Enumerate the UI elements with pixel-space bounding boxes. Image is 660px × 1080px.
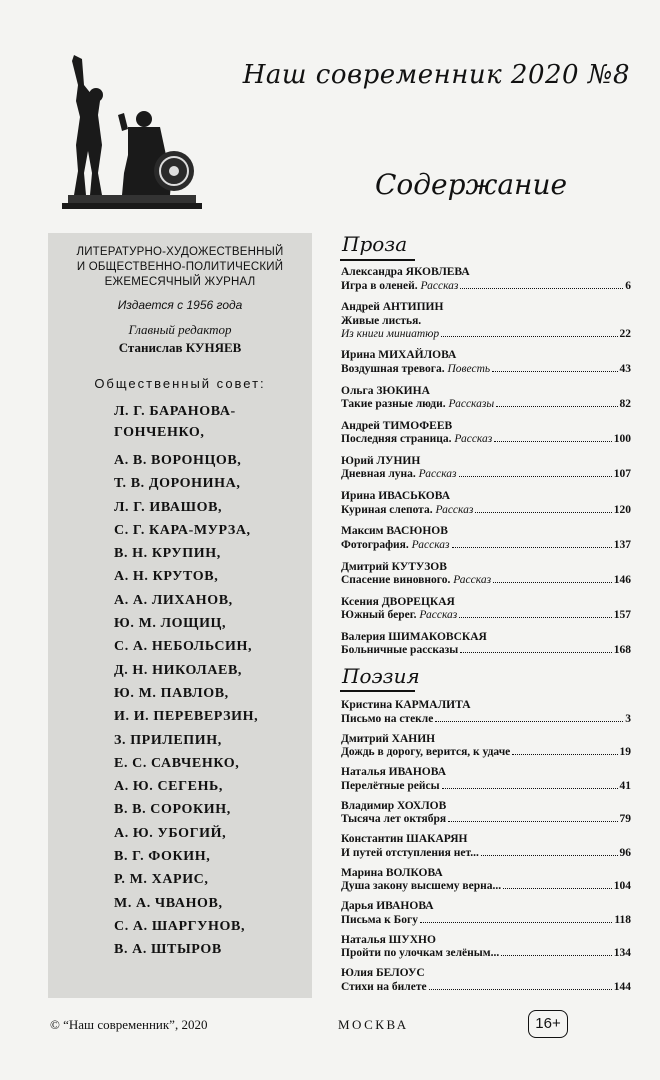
toc-entry: [341, 733, 631, 767]
toc-dot-leader: [442, 788, 618, 789]
masthead-panel: [48, 233, 312, 998]
toc-page-number: 6: [625, 279, 631, 292]
prose-heading: Проза: [342, 232, 408, 256]
toc-dot-leader: [448, 821, 617, 822]
toc-title-group: [341, 574, 491, 588]
toc-entry: [341, 561, 631, 596]
toc-title-group: [341, 468, 457, 482]
council-member: С. Г. КАРА-МУРЗА,: [114, 522, 251, 538]
toc-title: Больничные рассказы: [341, 644, 459, 657]
council-member: М. А. ЧВАНОВ,: [114, 895, 223, 911]
toc-title: Южный берег.: [341, 609, 417, 622]
toc-page-number: 168: [613, 644, 631, 657]
toc-author: Дарья ИВАНОВА: [341, 900, 434, 912]
toc-entry: [341, 699, 631, 733]
toc-title-group: [341, 947, 499, 961]
toc-dot-leader: [435, 721, 623, 722]
toc-author: Андрей АНТИПИН: [341, 301, 444, 314]
toc-title-group: [341, 328, 439, 342]
toc-title-group: [341, 813, 446, 827]
toc-author: Юрий ЛУНИН: [341, 454, 421, 467]
toc-title-row: [341, 713, 631, 727]
toc-title: Тысяча лет октября: [341, 813, 447, 825]
toc-title-group: [341, 539, 450, 553]
toc-title-row: [341, 504, 631, 518]
description-line: И ОБЩЕСТВЕННО-ПОЛИТИЧЕСКИЙ: [76, 261, 284, 273]
council-member: Л. Г. БАРАНОВА-ГОНЧЕНКО,: [114, 404, 236, 440]
toc-title-row: [341, 914, 631, 928]
toc-author: Дмитрий КУТУЗОВ: [341, 560, 447, 573]
toc-subtitle: Из книги миниатюр: [341, 328, 440, 341]
council-member: Е. С. САВЧЕНКО,: [114, 755, 240, 771]
toc-page-number: 118: [614, 913, 631, 926]
toc-entry: [341, 349, 631, 384]
toc-title: Воздушная тревога.: [341, 362, 445, 375]
council-member: А. А. ЛИХАНОВ,: [114, 592, 233, 608]
toc-dot-leader: [459, 617, 611, 618]
toc-title-group: [341, 609, 457, 623]
toc-dot-leader: [481, 855, 618, 856]
toc-entry: [341, 867, 631, 901]
toc-genre: Рассказ: [435, 503, 474, 516]
toc-title: Пройти по улочкам зелёным...: [341, 947, 500, 959]
toc-genre: Рассказ: [454, 433, 493, 446]
toc-title: Душа закону высшему верна...: [341, 880, 502, 892]
toc-page-number: 157: [613, 609, 631, 622]
toc-entry: [341, 266, 631, 301]
toc-title-group: [341, 746, 510, 760]
toc-title-row: [341, 847, 631, 861]
toc-dot-leader: [512, 754, 617, 755]
toc-author: Ксения ДВОРЕЦКАЯ: [341, 595, 455, 608]
toc-page-number: 3: [625, 712, 631, 725]
toc-dot-leader: [493, 582, 612, 583]
council-label: Общественный совет:: [94, 376, 266, 391]
council-list: [48, 401, 312, 962]
toc-page-number: 41: [619, 779, 631, 792]
toc-entry: [341, 455, 631, 490]
toc-entry: [341, 525, 631, 560]
toc-title: Спасение виновного.: [341, 574, 451, 586]
council-member: Ю. М. ЛОЩИЦ,: [114, 616, 227, 632]
toc-genre: Повесть: [447, 362, 491, 375]
toc-title-row: [341, 644, 631, 658]
council-member: Р. М. ХАРИС,: [114, 872, 209, 888]
council-member: Ю. М. ПАВЛОВ,: [114, 685, 229, 701]
toc-dot-leader: [460, 652, 612, 653]
toc-title-row: [341, 880, 631, 894]
toc-genre: Рассказ: [420, 279, 459, 292]
toc-title: Письма к Богу: [341, 913, 418, 926]
council-member: Д. Н. НИКОЛАЕВ,: [114, 662, 243, 678]
toc-title-row: [341, 981, 631, 995]
toc-entry: [341, 934, 631, 968]
council-member: В. А. ШТЫРОВ: [114, 942, 222, 958]
toc-page-number: 43: [619, 362, 631, 375]
toc-author: Наталья ШУХНО: [341, 933, 436, 946]
toc-title-row: [341, 609, 631, 623]
council-member: И. И. ПЕРЕВЕРЗИН,: [114, 709, 259, 725]
toc-title-group: [341, 363, 490, 377]
council-member: А. Ю. СЕГЕНЬ,: [114, 779, 224, 795]
toc-title-row: [341, 780, 631, 794]
toc-dot-leader: [459, 476, 612, 477]
toc-author: Ирина ИВАСЬКОВА: [341, 490, 450, 503]
toc-title: Дождь в дорогу, верится, к удаче: [341, 746, 511, 758]
poetry-toc: [341, 699, 631, 1001]
toc-entry: [341, 490, 631, 525]
toc-page-number: 104: [613, 880, 631, 892]
toc-author: Дмитрий ХАНИН: [341, 732, 436, 745]
toc-author: Кристина КАРМАЛИТА: [341, 699, 471, 711]
toc-page-number: 96: [619, 846, 631, 859]
journal-title: Наш современник 2020 №8: [242, 60, 630, 90]
toc-author: Валерия ШИМАКОВСКАЯ: [341, 630, 487, 643]
toc-title-row: [341, 746, 631, 760]
toc-page-number: 146: [613, 574, 631, 586]
council-member: В. В. СОРОКИН,: [114, 802, 231, 818]
contents-heading: Содержание: [375, 168, 568, 201]
journal-description: [48, 245, 312, 290]
toc-author: Марина ВОЛКОВА: [341, 866, 443, 879]
toc-title-group: [341, 847, 479, 861]
council-member: В. Н. КРУПИН,: [114, 546, 221, 562]
toc-entry: [341, 596, 631, 631]
toc-title-row: [341, 468, 631, 482]
toc-title-row: [341, 539, 631, 553]
copyright-notice: © “Наш современник”, 2020: [50, 1017, 208, 1032]
editor-label: Главный редактор: [128, 322, 232, 337]
toc-title-row: [341, 328, 631, 342]
council-member: З. ПРИЛЕПИН,: [114, 732, 222, 748]
toc-title-group: [341, 433, 492, 447]
toc-page-number: 120: [613, 503, 631, 516]
toc-page-number: 79: [619, 813, 631, 825]
toc-title: Письмо на стекле: [341, 712, 434, 725]
council-member: А. Ю. УБОГИЙ,: [114, 825, 227, 841]
toc-dot-leader: [492, 371, 617, 372]
toc-title-group: [341, 504, 473, 518]
council-member: Л. Г. ИВАШОВ,: [114, 499, 223, 515]
toc-title-group: [341, 644, 458, 658]
toc-dot-leader: [503, 888, 612, 889]
toc-author: Андрей ТИМОФЕЕВ: [341, 419, 453, 432]
toc-title-group: [341, 280, 458, 294]
prose-heading-underline: [340, 259, 415, 261]
toc-page-number: 107: [613, 468, 631, 481]
toc-title-row: [341, 363, 631, 377]
toc-title-row: [341, 947, 631, 961]
toc-title: Последняя страница.: [341, 433, 452, 446]
toc-entry: [341, 301, 631, 349]
toc-entry: [341, 800, 631, 834]
toc-genre: Рассказ: [411, 538, 450, 551]
toc-entry: [341, 766, 631, 800]
toc-dot-leader: [475, 512, 611, 513]
council-member: А. В. ВОРОНЦОВ,: [114, 453, 242, 468]
toc-entry: [341, 900, 631, 934]
toc-dot-leader: [452, 547, 612, 548]
council-member: А. Н. КРУТОВ,: [114, 569, 219, 585]
toc-title-row: [341, 398, 631, 412]
toc-title-row: [341, 280, 631, 294]
toc-entry: [341, 385, 631, 420]
toc-title: Куриная слепота.: [341, 503, 433, 516]
toc-title-group: [341, 780, 440, 794]
publication-city: МОСКВА: [338, 1017, 409, 1032]
toc-author: Александра ЯКОВЛЕВА: [341, 266, 470, 278]
toc-author: Юлия БЕЛОУС: [341, 967, 425, 979]
toc-author: Константин ШАКАРЯН: [341, 833, 468, 845]
toc-title-group: [341, 713, 433, 727]
toc-title-group: [341, 398, 494, 412]
toc-title: Перелётные рейсы: [341, 779, 440, 792]
toc-page-number: 137: [613, 538, 631, 551]
toc-dot-leader: [441, 336, 617, 337]
council-member: С. А. НЕБОЛЬСИН,: [114, 639, 253, 655]
council-member: С. А. ШАРГУНОВ,: [114, 918, 246, 934]
council-member: В. Г. ФОКИН,: [114, 849, 211, 865]
toc-author: Ирина МИХАЙЛОВА: [341, 349, 457, 362]
toc-genre: Рассказы: [448, 398, 495, 411]
toc-title: Дневная луна.: [341, 468, 416, 481]
poetry-heading-underline: [340, 690, 415, 692]
toc-entry: [341, 631, 631, 666]
toc-dot-leader: [429, 989, 612, 990]
council-member: Т. В. ДОРОНИНА,: [114, 476, 241, 492]
editor-name: Станислав КУНЯЕВ: [118, 340, 242, 355]
toc-entry: [341, 420, 631, 455]
age-rating-badge: 16+: [528, 1010, 568, 1038]
toc-author: Наталья ИВАНОВА: [341, 766, 447, 778]
toc-page-number: 100: [613, 433, 631, 446]
toc-title-row: [341, 574, 631, 588]
toc-page-number: 82: [619, 398, 631, 411]
toc-title: Игра в оленей.: [341, 279, 418, 292]
prose-toc: [341, 266, 631, 666]
toc-entry: [341, 833, 631, 867]
toc-page-number: 19: [619, 746, 631, 758]
toc-title-row: [341, 813, 631, 827]
toc-page-number: 144: [613, 980, 631, 993]
description-line: ЛИТЕРАТУРНО-ХУДОЖЕСТВЕННЫЙ: [76, 246, 284, 258]
poetry-heading: Поэзия: [342, 664, 420, 688]
toc-title: И путей отступления нет...: [341, 846, 479, 859]
toc-author: Максим ВАСЮНОВ: [341, 525, 448, 538]
toc-entry: [341, 967, 631, 1001]
toc-author: Ольга ЗЮКИНА: [341, 384, 430, 397]
toc-genre: Рассказ: [418, 468, 457, 481]
toc-dot-leader: [420, 922, 612, 923]
toc-title: Живые листья.: [341, 314, 422, 327]
toc-title-group: [341, 880, 501, 894]
publishing-since: Издается с 1956 года: [117, 298, 243, 312]
toc-dot-leader: [460, 288, 623, 289]
toc-genre: Рассказ: [453, 574, 492, 586]
toc-page-number: 134: [613, 947, 631, 959]
toc-dot-leader: [496, 406, 617, 407]
toc-page-number: 22: [619, 328, 631, 341]
toc-genre: Рассказ: [419, 609, 458, 622]
toc-title: Стихи на билете: [341, 980, 427, 993]
toc-dot-leader: [501, 955, 612, 956]
toc-title: Такие разные люди.: [341, 398, 446, 411]
toc-title-group: [341, 914, 418, 928]
description-line: ЕЖЕМЕСЯЧНЫЙ ЖУРНАЛ: [104, 276, 256, 288]
toc-author: Владимир ХОХЛОВ: [341, 799, 447, 812]
toc-title: Фотография.: [341, 538, 409, 551]
toc-title-row: [341, 433, 631, 447]
toc-dot-leader: [494, 441, 611, 442]
monument-emblem-icon: [62, 55, 202, 215]
toc-title-group: [341, 981, 427, 995]
